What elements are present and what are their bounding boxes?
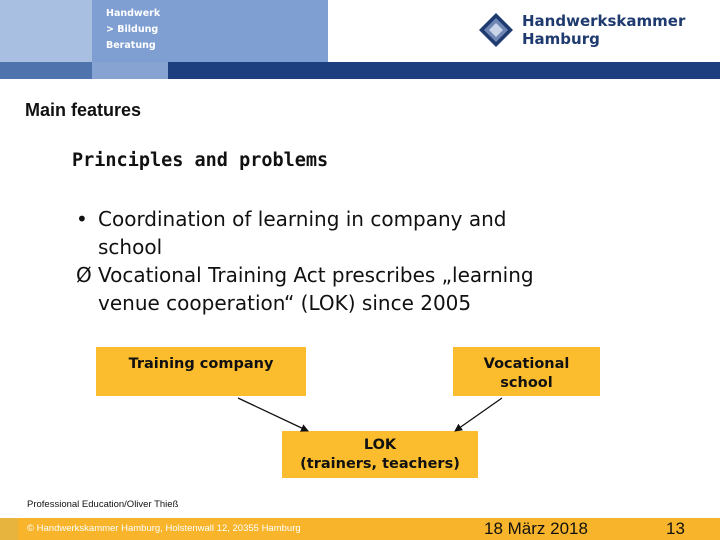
brand-line-2: Hamburg — [522, 30, 600, 48]
nav-item-beratung[interactable]: Beratung — [106, 40, 156, 51]
arrow-company-to-lok — [238, 398, 308, 431]
lok-line-1: LOK — [363, 437, 397, 453]
bullet-text-line: school — [98, 235, 163, 259]
bullet-text-line: Vocational Training Act prescribes „learning — [98, 263, 534, 287]
nav-item-handwerk[interactable]: Handwerk — [106, 8, 161, 19]
bullet-arrow-icon: Ø — [76, 263, 92, 287]
sub-heading: Principles and problems — [72, 150, 329, 171]
footer-segment-1 — [0, 518, 18, 540]
arrow-school-to-lok — [455, 398, 502, 431]
footer-bar — [0, 518, 720, 540]
bullet-text-line: venue cooperation“ (LOK) since 2005 — [98, 291, 472, 315]
bullet-dot-icon: • — [76, 207, 88, 231]
vocational-school-line-2: school — [500, 375, 553, 391]
copyright-text: © Handwerkskammer Hamburg, Holstenwall 12, 20355 Hamburg — [27, 523, 301, 534]
lok-line-2: (trainers, teachers) — [300, 456, 460, 472]
nav-item-bildung[interactable]: > Bildung — [106, 24, 159, 35]
slide-date: 18 März 2018 — [484, 519, 588, 538]
brand-line-1: Handwerkskammer — [522, 12, 686, 30]
author-credit: Professional Education/Oliver Thieß — [27, 499, 179, 510]
bullet-text-line: Coordination of learning in company and — [98, 207, 507, 231]
vocational-school-line-1: Vocational — [483, 356, 570, 372]
training-company-label: Training company — [128, 356, 274, 372]
main-heading: Main features — [25, 100, 142, 120]
page-number: 13 — [666, 519, 685, 538]
